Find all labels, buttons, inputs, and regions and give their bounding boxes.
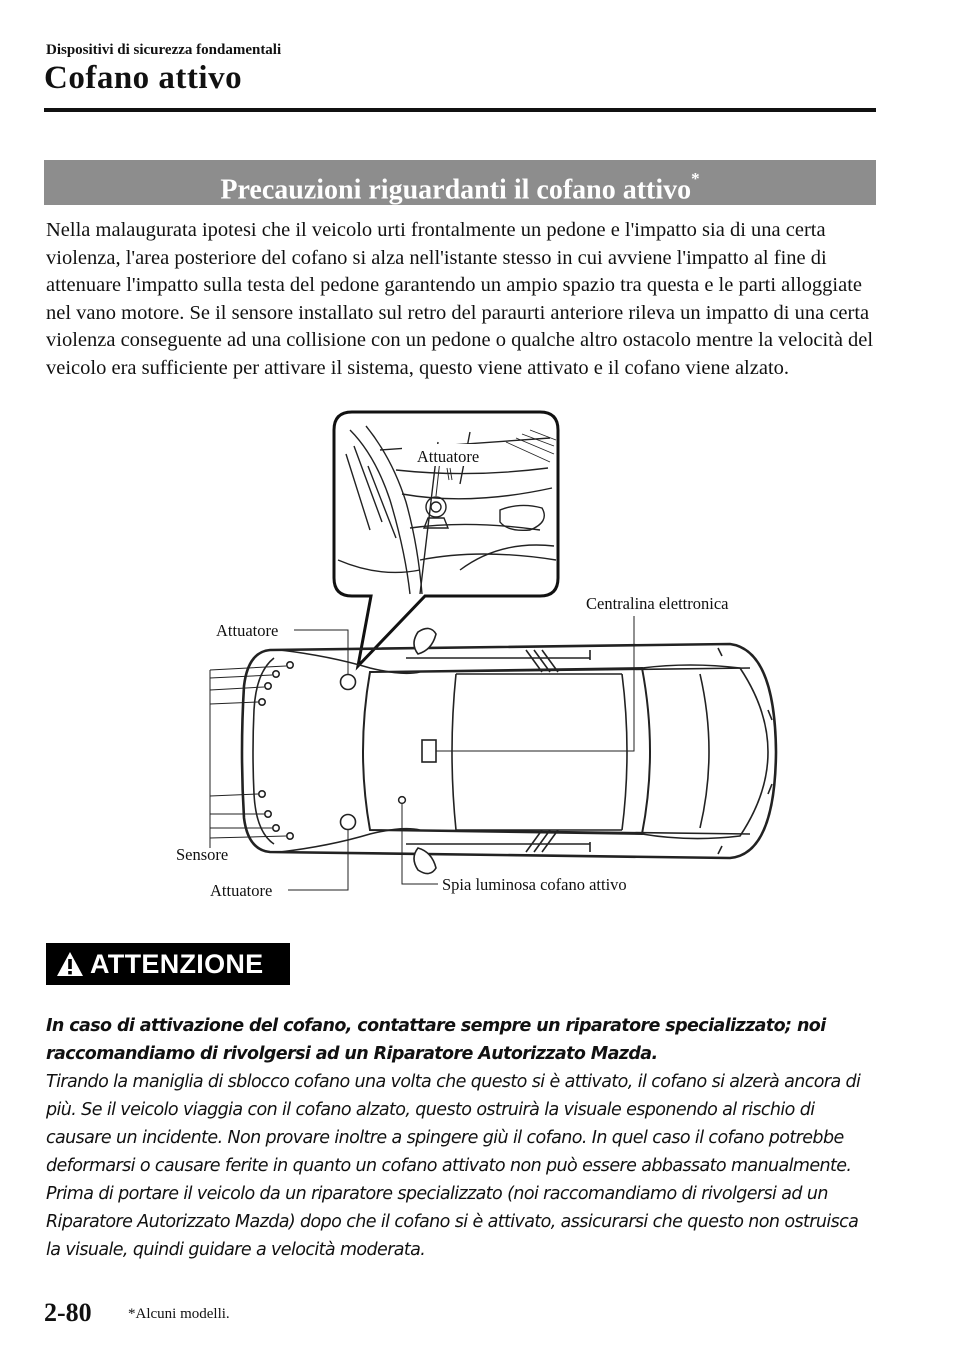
sensor-points <box>259 662 293 839</box>
warning-text <box>46 1012 876 1264</box>
warning-body-paragraph: Tirando la maniglia di sblocco cofano una volta che questo si è attivato, il cofano si alzerà ancora di più. Se il veicolo viaggia con il cofano alzato, questo ostruirà la visuale esponendo al rischio di causare un incidente. Non provare inoltre a spingere giù il cofano. In quel caso il cofano potrebbe deformarsi o causare ferite in quanto un cofano attivato non può essere abbassato manualmente. Prima di portare il veicolo da un riparatore specializzato (noi raccomandiamo di rivolgersi ad un Riparatore Autorizzato Mazda) dopo che il cofano si è attivato, assicurarsi che questo non ostruisca la visuale, quindi guidare a velocità moderata. <box>46 1072 861 1260</box>
footnote: *Alcuni modelli. <box>128 1306 230 1322</box>
intro-paragraph: Nella malaugurata ipotesi che il veicolo urti frontalmente un pedone e l'impatto sia di una certa violenza, l'area posteriore del cofano si alza nell'istante stesso in cui avviene l'impatto al fine di attenuare l'impatto sulla testa del pedone garantendo un ampio spazio tra questa e le parti alloggiate nel vano motore. Se il sensore installato sul retro del paraurti anteriore rileva un impatto di una certa violenza conseguente ad una collisione con un pedone o qualche altro ostacolo mentre la velocità del veicolo era sufficiente per attivare il sistema, questo viene attivato e il cofano viene alzato. <box>46 219 874 379</box>
section-heading-footnote-mark: * <box>691 169 700 188</box>
top-actuator-marker <box>341 675 356 690</box>
control-unit-marker <box>422 740 436 762</box>
section-heading-banner <box>44 160 876 205</box>
left-mirror <box>414 628 436 654</box>
bottom-actuator-marker <box>341 815 356 830</box>
top-actuator-label: Attuatore <box>216 621 279 640</box>
warning-badge <box>46 943 290 985</box>
sensor-leader-lines <box>210 666 286 848</box>
warning-light-label: Spia luminosa cofano attivo <box>442 875 627 894</box>
control-unit-leader <box>436 616 634 751</box>
page-number: 2-80 <box>44 1298 92 1327</box>
breadcrumb: Dispositivi di sicurezza fondamentali <box>46 42 282 58</box>
right-mirror <box>414 848 436 874</box>
car-diagram <box>170 410 790 900</box>
bottom-actuator-label: Attuatore <box>210 881 273 900</box>
page-title: Cofano attivo <box>44 60 243 96</box>
warning-badge-label: ATTENZIONE <box>90 949 264 979</box>
control-unit-label: Centralina elettronica <box>586 594 729 613</box>
warning-light-marker <box>399 797 406 804</box>
title-rule <box>44 108 876 112</box>
sensor-label: Sensore <box>176 845 229 864</box>
section-heading: Precauzioni riguardanti il cofano attivo <box>220 174 692 206</box>
warning-bold-paragraph: In caso di attivazione del cofano, contattare sempre un riparatore specializzato; noi raccomandiamo di rivolgersi ad un Riparatore Autorizzato Mazda. <box>46 1016 826 1064</box>
top-actuator-leader <box>294 630 348 674</box>
warning-triangle-icon <box>56 951 84 977</box>
bottom-actuator-leader <box>288 830 348 890</box>
inset-actuator-label: Attuatore <box>416 447 480 466</box>
